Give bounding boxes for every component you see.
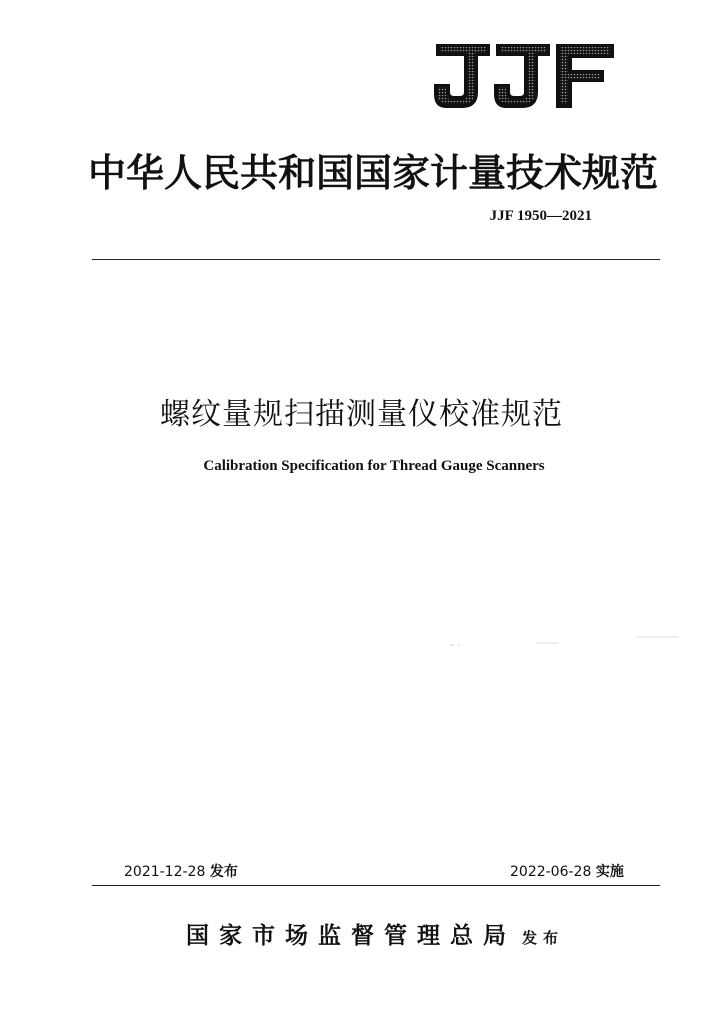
- country-standard-title: 中华人民共和国国家计量技术规范: [88, 150, 659, 195]
- implementation-date-value: 2022-06-28: [510, 864, 592, 880]
- publisher-line: [186, 917, 564, 950]
- document-title-chinese: 螺纹量规扫描测量仪校准规范: [160, 397, 563, 432]
- jjf-logo: [432, 40, 616, 112]
- logo-letter-j2: [494, 44, 550, 108]
- jjf-logo-mark: [432, 40, 616, 112]
- implementation-date: [510, 861, 624, 881]
- release-date: [124, 861, 238, 881]
- publisher-verb: 发布: [522, 929, 565, 947]
- top-divider: [92, 259, 660, 260]
- release-date-label: 发布: [209, 864, 238, 880]
- implementation-date-label: 实施: [595, 864, 624, 880]
- bottom-divider: [92, 885, 660, 886]
- publisher-name: 国家市场监督管理总局: [186, 922, 516, 949]
- document-title-english: Calibration Specification for Thread Gauge Scanners: [203, 458, 545, 474]
- logo-letter-j1: [434, 44, 490, 108]
- logo-letter-f: [556, 44, 614, 108]
- scan-specks: [440, 636, 680, 648]
- release-date-value: 2021-12-28: [124, 864, 206, 880]
- standard-code: JJF 1950—2021: [489, 208, 592, 224]
